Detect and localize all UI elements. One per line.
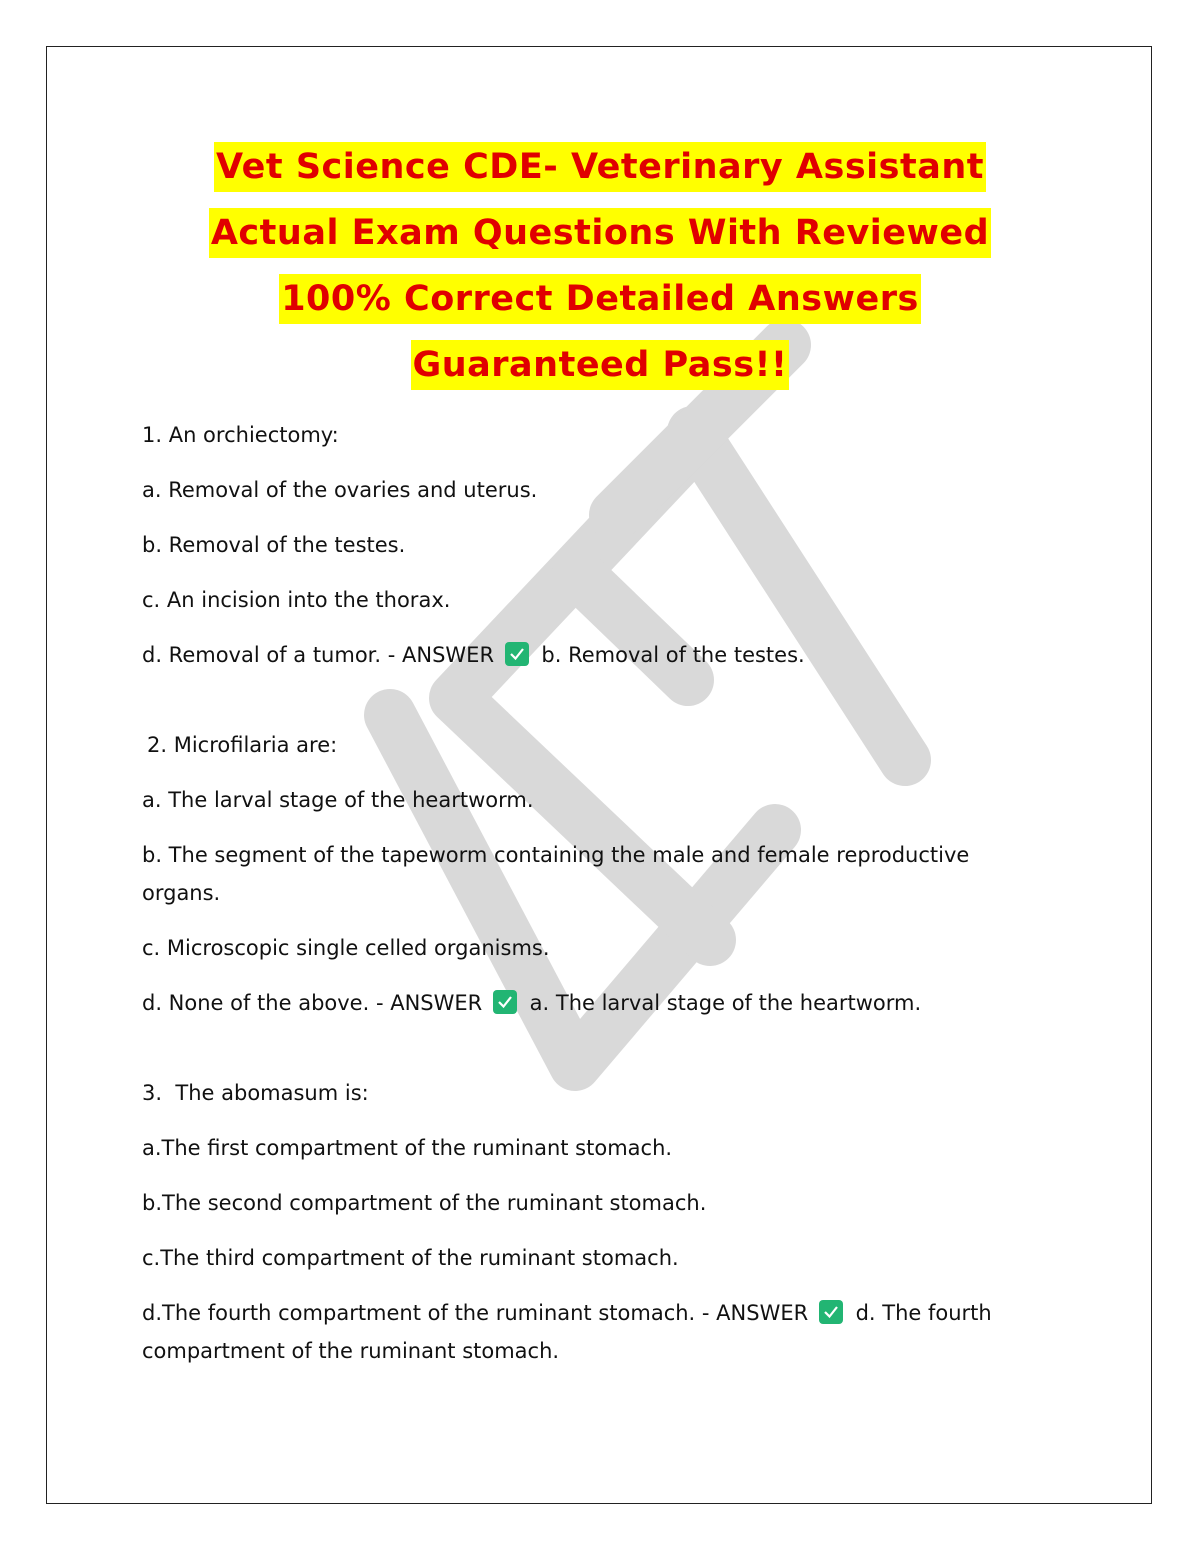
question-block <box>142 1074 1052 1370</box>
check-mark-icon <box>505 642 529 666</box>
document-title <box>100 140 1100 404</box>
answer-line <box>142 636 1052 674</box>
option-text: c. An incision into the thorax. <box>142 588 451 612</box>
title-line-2: Actual Exam Questions With Reviewed <box>209 208 991 258</box>
title-line-3: 100% Correct Detailed Answers <box>279 274 921 324</box>
title-line-4: Guaranteed Pass!! <box>411 340 790 390</box>
question-text: 1. An orchiectomy: <box>142 423 339 447</box>
check-mark-icon <box>493 990 517 1014</box>
option-text: d.The fourth compartment of the ruminant stomach. <box>142 1301 696 1325</box>
option-text: c. Microscopic single celled organisms. <box>142 936 550 960</box>
question-text: 3. The abomasum is: <box>142 1081 369 1105</box>
option-text: d. None of the above. <box>142 991 370 1015</box>
answer-prefix: - ANSWER <box>701 1301 809 1325</box>
answer-prefix: - ANSWER <box>387 643 495 667</box>
option-text: a. The larval stage of the heartworm. <box>142 788 534 812</box>
question-list <box>142 416 1052 1387</box>
check-mark-icon <box>819 1300 843 1324</box>
option-text: b. The segment of the tapeworm containing the male and female reproductive organs. <box>142 843 970 905</box>
answer-prefix: - ANSWER <box>375 991 483 1015</box>
option-text: b. Removal of the testes. <box>142 533 406 557</box>
option-text: d. Removal of a tumor. <box>142 643 382 667</box>
answer-text: a. The larval stage of the heartworm. <box>529 991 922 1015</box>
question-block <box>142 416 1052 674</box>
answer-text: b. Removal of the testes. <box>541 643 805 667</box>
title-line-1: Vet Science CDE- Veterinary Assistant <box>214 142 986 192</box>
option-text: a. Removal of the ovaries and uterus. <box>142 478 538 502</box>
option-text: a.The first compartment of the ruminant stomach. <box>142 1136 673 1160</box>
option-text: b.The second compartment of the ruminant stomach. <box>142 1191 707 1215</box>
answer-line <box>142 984 1052 1022</box>
question-text: 2. Microfilaria are: <box>147 733 338 757</box>
answer-line <box>142 1294 1052 1370</box>
option-text: c.The third compartment of the ruminant stomach. <box>142 1246 679 1270</box>
answer-text: d. The fourth compartment of the ruminant stomach. <box>142 1301 992 1363</box>
question-block <box>142 726 1052 1022</box>
